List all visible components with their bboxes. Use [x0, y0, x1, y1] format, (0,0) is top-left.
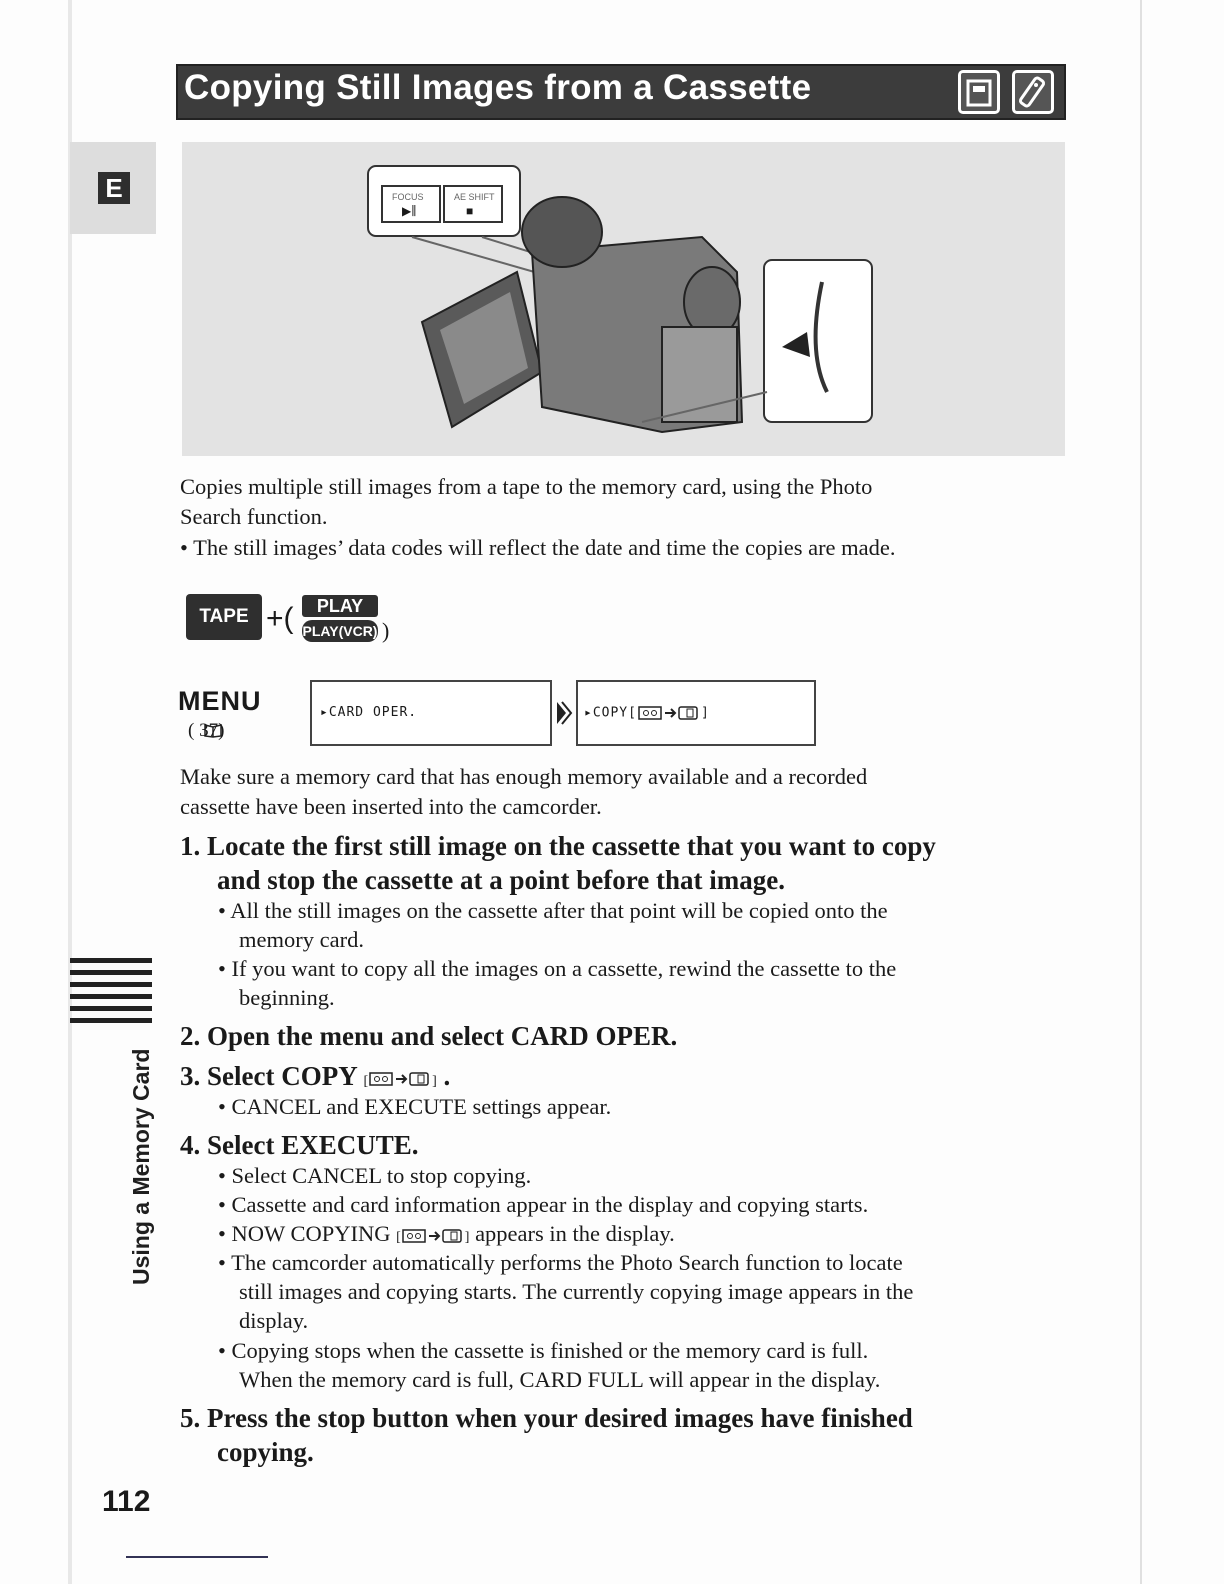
footer-rule — [126, 1556, 268, 1558]
camcorder-illustration — [182, 142, 1065, 456]
intro-line-2: Search function. — [180, 504, 328, 529]
wireless-remote-icon — [1012, 70, 1054, 114]
menu-item-copy — [584, 705, 710, 721]
step-4-bullet-3-suffix: appears in the display. — [475, 1221, 675, 1246]
language-letter: E — [98, 172, 130, 204]
intro-bullet: • The still images’ data codes will reflect the date and time the copies are made. — [180, 535, 896, 560]
ae-shift-button-label: AE SHIFT — [454, 192, 495, 202]
menu-label: MENU — [178, 686, 262, 716]
step-3-icon-open: [ — [363, 1074, 369, 1089]
closing-paren: ) — [382, 618, 390, 643]
play-pause-icon: ▶∥ — [402, 204, 417, 218]
tape-to-card-icon — [637, 705, 701, 721]
step-1-bullet-2-line-2: beginning. — [239, 985, 335, 1010]
page-title: Copying Still Images from a Cassette — [184, 68, 812, 107]
menu-copy-suffix: ] — [700, 705, 710, 721]
section-marker-bars — [70, 958, 152, 1028]
step-1-bullet-1-line-1: • All the still images on the cassette after that point will be copied onto the — [218, 898, 888, 923]
right-margin-rule — [1140, 0, 1142, 1584]
menu-arrow-icon — [554, 700, 574, 731]
playvcr-mode-badge: PLAY(VCR) — [302, 620, 378, 642]
left-margin-strip — [68, 0, 72, 1584]
tape-mode-badge: TAPE — [186, 594, 262, 640]
step-4-bullet-4-line-3: display. — [239, 1308, 309, 1333]
camcorder-drawing — [182, 142, 1065, 456]
step-3-bullet-1: • CANCEL and EXECUTE settings appear. — [218, 1094, 612, 1119]
step-3-icon-close: ] — [432, 1074, 437, 1089]
play-mode-badge: PLAY — [302, 595, 378, 617]
step-5-heading-line-1: 5. Press the stop button when your desired images have finished — [180, 1403, 913, 1433]
step-4-tape-to-card-icon — [401, 1228, 465, 1244]
step-4-heading: 4. Select EXECUTE. — [180, 1130, 419, 1160]
prereq-line-2: cassette have been inserted into the camcorder. — [180, 794, 602, 819]
menu-item-card-oper: ▸CARD OPER. — [320, 705, 418, 720]
step-4-bullet-3-prefix: • NOW COPYING — [218, 1221, 391, 1246]
step-4-bullet-4-line-2: still images and copying starts. The currently copying image appears in the — [239, 1279, 914, 1304]
step-1-heading-line-2: and stop the cassette at a point before that image. — [217, 865, 785, 895]
step-3-period: . — [443, 1061, 451, 1091]
menu-page-ref: ( 37) — [188, 720, 225, 741]
step-5-heading-line-2: copying. — [217, 1437, 314, 1467]
step-4-icon-close: ] — [464, 1230, 470, 1245]
stop-icon: ■ — [466, 204, 474, 218]
step-4-bullet-2: • Cassette and card information appear in the display and copying starts. — [218, 1192, 869, 1217]
step-1-heading-line-1: 1. Locate the first still image on the cassette that you want to copy — [180, 831, 936, 861]
prereq-line-1: Make sure a memory card that has enough memory available and a recorded — [180, 764, 868, 789]
page-number: 112 — [102, 1485, 151, 1518]
step-4-icon-open: [ — [396, 1230, 401, 1245]
step-1-bullet-2-line-1: • If you want to copy all the images on a cassette, rewind the cassette to the — [218, 956, 897, 981]
step-4-bullet-1: • Select CANCEL to stop copying. — [218, 1163, 532, 1188]
menu-copy-prefix: ▸COPY[ — [584, 705, 637, 721]
step-2-heading: 2. Open the menu and select CARD OPER. — [180, 1021, 678, 1051]
intro-line-1: Copies multiple still images from a tape to the memory card, using the Photo — [180, 474, 873, 499]
step-4-bullet-5-line-2: When the memory card is full, CARD FULL will appear in the display. — [239, 1367, 881, 1392]
step-3-prefix: 3. Select COPY — [180, 1061, 357, 1091]
step-1-bullet-1-line-2: memory card. — [239, 927, 364, 952]
step-4-bullet-5-line-1: • Copying stops when the cassette is finished or the memory card is full. — [218, 1338, 869, 1363]
plus-sign: +( — [266, 602, 294, 635]
section-label: Using a Memory Card — [128, 1048, 154, 1285]
focus-button-label: FOCUS — [392, 192, 424, 202]
card-mode-icon — [958, 70, 1000, 114]
step-4-bullet-4-line-1: • The camcorder automatically performs the Photo Search function to locate — [218, 1250, 903, 1275]
step-3-tape-to-card-icon — [368, 1071, 432, 1087]
